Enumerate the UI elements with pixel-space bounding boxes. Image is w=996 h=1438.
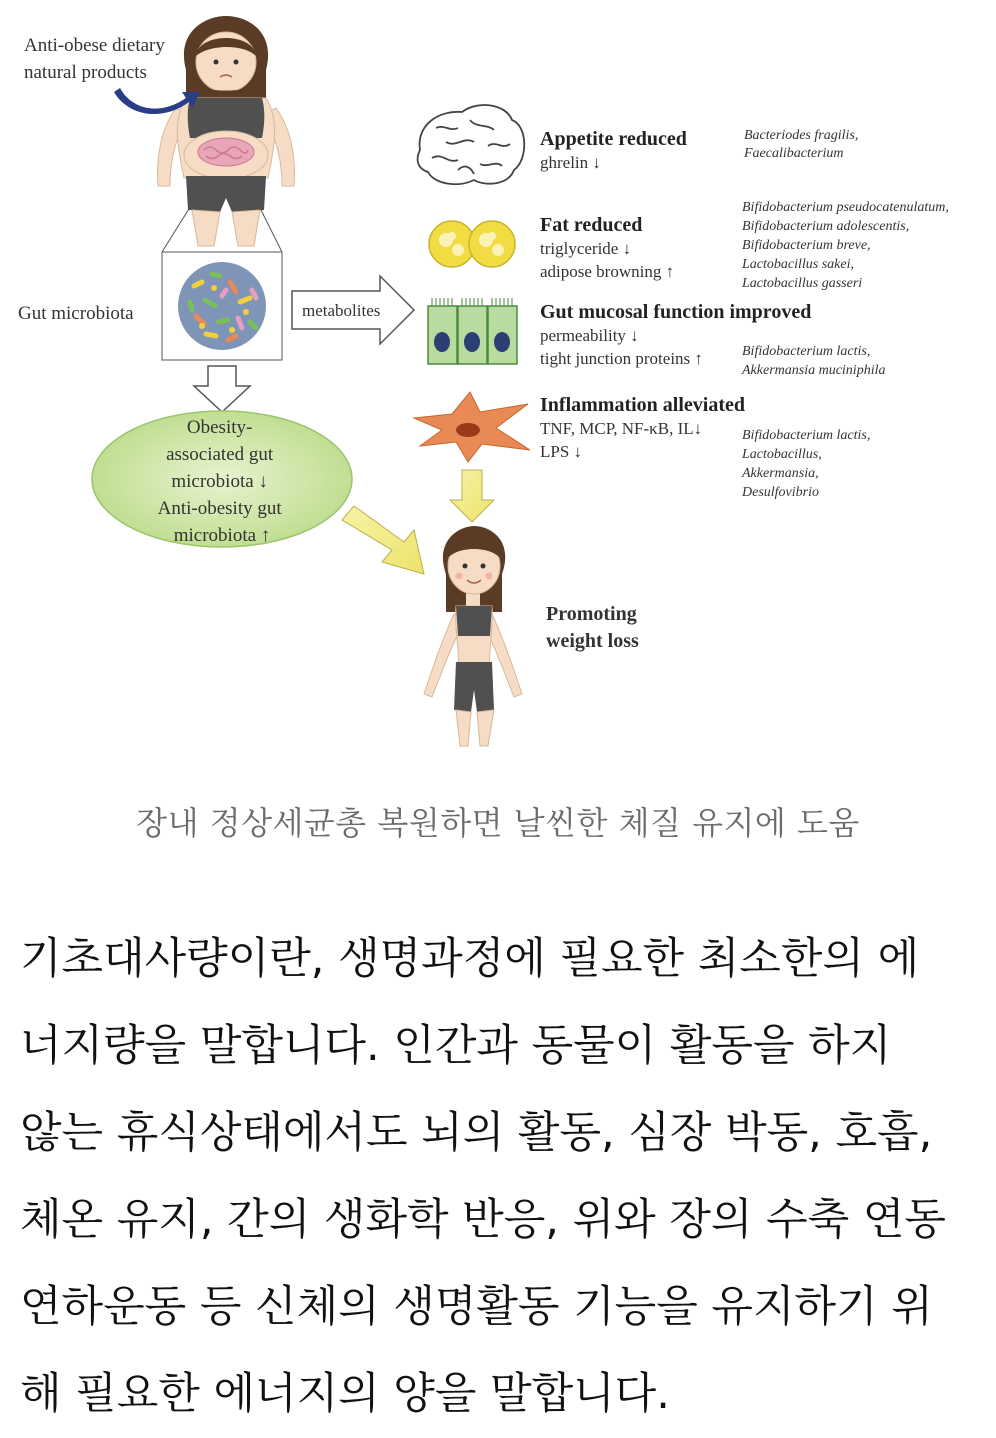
body-paragraph: [20, 916, 980, 1438]
figure-caption: 장내 정상세균총 복원하면 날씬한 체질 유지에 도움: [136, 804, 860, 842]
bacteria-list-gut-mucosal: Bifidobacterium lactis, Akkermansia muciniphila: [742, 344, 886, 378]
effect-title-gut-mucosal: Gut mucosal function improved: [540, 301, 812, 323]
microbiota-circle-icon: [178, 262, 266, 350]
macrophage-icon: [414, 392, 530, 462]
yellow-arrow-diagonal: [342, 506, 424, 574]
body-line: 기초대사량이란, 생명과정에 필요한 최소한의 에: [20, 934, 920, 984]
metabolites-label: metabolites: [302, 301, 381, 320]
microbiota-change-text: Obesity- associated gut microbiota ↓ Anti-obesity gut microbiota ↑: [157, 417, 282, 546]
effect-detail-ghrelin: ghrelin ↓: [540, 153, 601, 172]
body-line: 않는 휴식상태에서도 뇌의 활동, 심장 박동, 호흡,: [20, 1108, 933, 1158]
effect-details-gut-mucosal: permeability ↓ tight junction proteins ↑: [540, 326, 703, 368]
brain-icon: [418, 105, 525, 184]
body-line: 해 필요한 에너지의 양을 말합니다.: [20, 1369, 670, 1419]
natural-products-label: Anti-obese dietary natural products: [24, 35, 165, 83]
bacteria-list-fat: Bifidobacterium pseudocatenulatum, Bifidobacterium adolescentis, Bifidobacterium breve, Lactobacillus sakei, Lactobacillus gasseri: [742, 200, 949, 291]
effect-title-fat: Fat reduced: [540, 214, 643, 236]
body-line: 너지량을 말합니다. 인간과 동물이 활동을 하지: [20, 1021, 892, 1071]
bacteria-list-inflammation: Bifidobacterium lactis, Lactobacillus, Akkermansia, Desulfovibrio: [742, 428, 871, 500]
body-line: 체온 유지, 간의 생화학 반응, 위와 장의 수축 연동: [20, 1195, 946, 1245]
effect-details-inflammation: TNF, MCP, NF-κB, IL↓ LPS ↓: [540, 419, 703, 461]
effect-title-inflammation: Inflammation alleviated: [540, 394, 745, 416]
gut-microbiota-label: Gut microbiota: [18, 303, 134, 324]
outcome-label: Promoting weight loss: [546, 603, 639, 652]
yellow-arrow-down: [450, 470, 494, 522]
slim-woman-illustration: [424, 526, 522, 746]
body-line: 연하운동 등 신체의 생명활동 기능을 유지하기 위: [20, 1282, 933, 1332]
effect-title-appetite: Appetite reduced: [540, 128, 687, 150]
gut-epithelial-cells-icon: [428, 298, 517, 364]
down-arrow: [194, 366, 250, 412]
bacteria-list-appetite: Bacteriodes fragilis, Faecalibacterium: [744, 128, 859, 161]
effect-details-fat: triglyceride ↓ adipose browning ↑: [540, 239, 675, 281]
fat-cells-icon: [429, 221, 515, 267]
obese-woman-illustration: [158, 16, 295, 246]
